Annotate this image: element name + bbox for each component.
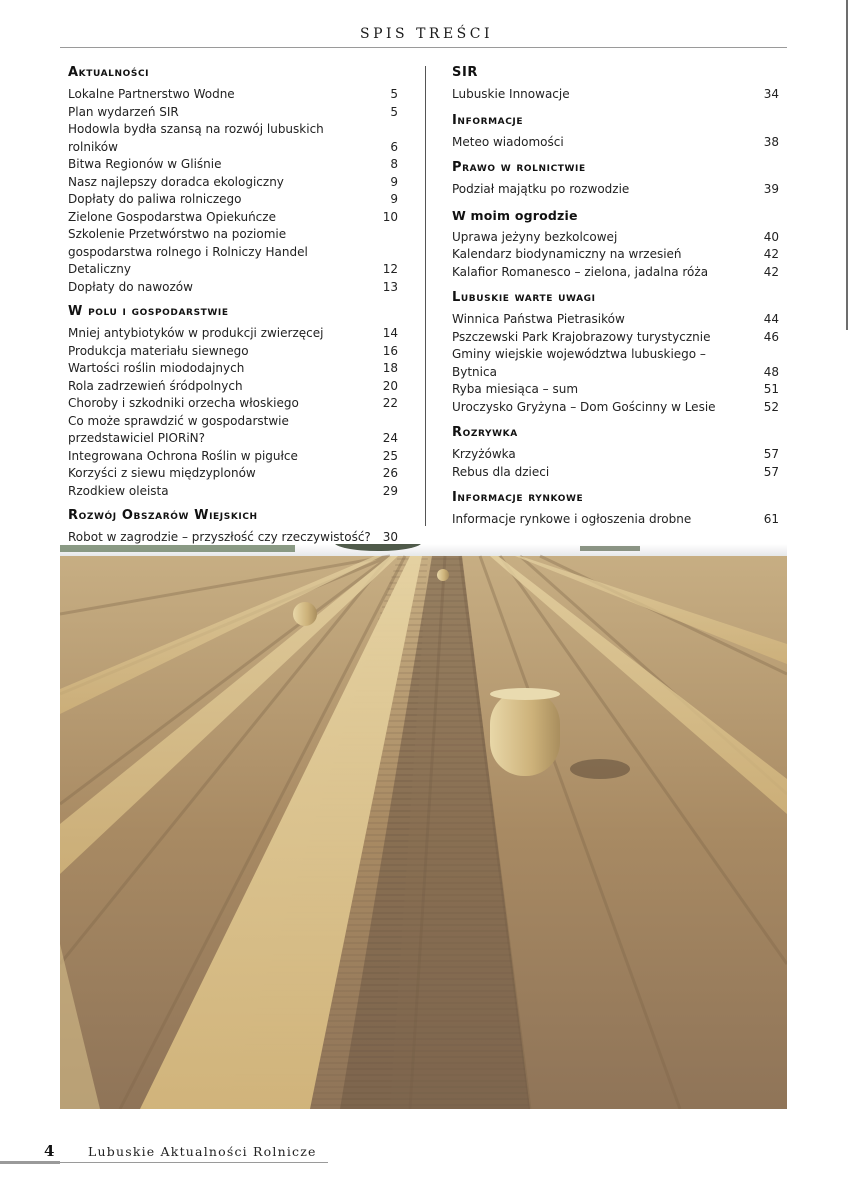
section-title: Lubuskie warte uwagi	[452, 290, 596, 305]
toc-entry-title: Lubuskie Innowacje	[452, 87, 570, 101]
toc-right-column	[452, 66, 779, 529]
toc-entry-title: Rola zadrzewień śródpolnych	[68, 378, 243, 393]
toc-entry-title: Rzodkiew oleista	[68, 483, 169, 498]
toc-entry-title: Uroczysko Gryżyna – Dom Gościnny w Lesie	[452, 399, 716, 414]
toc-entry-page: 16	[382, 343, 398, 358]
section-title: SIR	[452, 65, 479, 80]
toc-entry-page: 14	[382, 326, 398, 340]
toc-entry[interactable]	[68, 279, 398, 297]
toc-entry-page: 9	[390, 174, 398, 189]
page-title: SPIS TREŚCI	[360, 26, 494, 42]
toc-entry-page: 20	[382, 378, 398, 393]
section-title: Aktualności	[68, 65, 150, 80]
toc-entry-page: 52	[763, 399, 779, 414]
toc-entry-title: Gminy wiejskie województwa lubuskiego – Bytnica	[452, 347, 706, 379]
toc-entry-page: 18	[382, 361, 398, 375]
toc-entry[interactable]	[68, 191, 398, 209]
toc-entry-title: Nasz najlepszy doradca ekologiczny	[68, 174, 284, 189]
toc-entry-title: Mniej antybiotyków w produkcji zwierzęcej	[68, 326, 324, 340]
toc-entry-title: Rebus dla dzieci	[452, 464, 550, 479]
toc-entry-page: 8	[390, 157, 398, 171]
toc-entry[interactable]	[452, 311, 779, 329]
toc-entry-title: Choroby i szkodniki orzecha włoskiego	[68, 396, 299, 410]
toc-entry-page: 46	[763, 329, 779, 344]
toc-entry-title: Korzyści z siewu międzyplonów	[68, 466, 256, 480]
toc-entry[interactable]	[452, 464, 779, 482]
toc-entry-page: 25	[382, 448, 398, 463]
toc-entry-page: 38	[763, 134, 779, 149]
section-title: W polu i gospodarstwie	[68, 304, 229, 319]
toc-entry[interactable]	[452, 399, 779, 417]
toc-entry[interactable]	[452, 511, 779, 529]
toc-entry[interactable]	[452, 264, 779, 282]
toc-left-column	[68, 66, 398, 564]
toc-entry-page: 48	[763, 364, 779, 379]
toc-entry-page: 42	[763, 247, 779, 261]
toc-entry-page: 12	[382, 262, 398, 276]
toc-entry-title: Ryba miesiąca – sum	[452, 382, 579, 396]
toc-entry[interactable]	[452, 346, 779, 381]
toc-entry-title: Uprawa jeżyny bezkolcowej	[452, 229, 618, 244]
header-divider	[60, 47, 787, 48]
toc-entry-page: 61	[763, 512, 779, 526]
section-title: Rozrywka	[452, 425, 518, 440]
publication-title: Lubuskie Aktualności Rolnicze	[88, 1144, 317, 1159]
toc-entry[interactable]	[68, 465, 398, 483]
toc-entry-page: 39	[763, 182, 779, 196]
toc-entry-page: 5	[390, 87, 398, 101]
toc-entry-page: 42	[763, 264, 779, 279]
section-title: Informacje	[452, 112, 524, 128]
section-title: Prawo w rolnictwie	[452, 160, 586, 175]
toc-entry[interactable]	[452, 329, 779, 347]
toc-entry[interactable]	[452, 181, 779, 199]
column-divider	[425, 66, 426, 526]
toc-entry-page: 6	[390, 139, 398, 154]
toc-entry-page: 29	[382, 483, 398, 498]
toc-entry[interactable]	[452, 229, 779, 247]
toc-entry-page: 34	[763, 87, 779, 101]
toc-entry-page: 22	[382, 396, 398, 410]
toc-entry-title: Dopłaty do nawozów	[68, 279, 193, 294]
section-title: Informacje rynkowe	[452, 490, 584, 505]
page-number: 4	[44, 1142, 55, 1160]
footer-accent	[0, 1161, 60, 1164]
toc-entry-title: Robot w zagrodzie – przyszłość czy rzeczywistość?	[68, 530, 371, 544]
toc-entry-title: Hodowla bydła szansą na rozwój lubuskich rolników	[68, 122, 324, 154]
toc-entry-title: Informacje rynkowe i ogłoszenia drobne	[452, 512, 692, 526]
toc-entry-title: Pszczewski Park Krajobrazowy turystycznie	[452, 329, 711, 344]
toc-entry-page: 26	[382, 466, 398, 480]
toc-entry[interactable]	[68, 343, 398, 361]
toc-entry[interactable]	[68, 395, 398, 413]
toc-entry-title: Bitwa Regionów w Gliśnie	[68, 157, 222, 171]
toc-entry-title: Dopłaty do paliwa rolniczego	[68, 192, 242, 206]
toc-entry-title: Szkolenie Przetwórstwo na poziomie gospodarstwa rolnego i Rolniczy Handel Detaliczny	[68, 227, 308, 276]
toc-entry[interactable]	[68, 156, 398, 174]
toc-entry-title: Winnica Państwa Pietrasików	[452, 312, 625, 326]
toc-entry-title: Krzyżówka	[452, 447, 516, 461]
section-title: Rozwój Obszarów Wiejskich	[68, 508, 258, 523]
toc-entry[interactable]	[68, 226, 398, 279]
toc-entry-page: 51	[763, 382, 779, 396]
toc-entry-title: Co może sprawdzić w gospodarstwie przedstawiciel PIORiN?	[68, 413, 289, 445]
toc-entry-page: 44	[763, 312, 779, 326]
toc-entry-page: 13	[382, 279, 398, 294]
toc-entry-title: Kalendarz biodynamiczny na wrzesień	[452, 247, 682, 261]
toc-entry-page: 24	[382, 431, 398, 445]
toc-entry-title: Wartości roślin miododajnych	[68, 361, 245, 375]
toc-entry[interactable]	[68, 483, 398, 501]
toc-entry-page: 10	[382, 209, 398, 224]
field-photo	[60, 544, 787, 1109]
toc-entry[interactable]	[452, 381, 779, 399]
toc-entry[interactable]	[452, 134, 779, 152]
toc-entry-title: Meteo wiadomości	[452, 134, 564, 149]
toc-entry-title: Plan wydarzeń SIR	[68, 104, 179, 119]
toc-entry[interactable]	[452, 446, 779, 464]
toc-entry[interactable]	[68, 174, 398, 192]
toc-entry-page: 40	[763, 229, 779, 244]
section-title: W moim ogrodzie	[452, 207, 578, 223]
toc-entry-title: Kalafior Romanesco – zielona, jadalna róża	[452, 264, 709, 279]
toc-entry[interactable]	[68, 448, 398, 466]
toc-entry[interactable]	[68, 378, 398, 396]
toc-entry[interactable]	[68, 209, 398, 227]
toc-entry-title: Integrowana Ochrona Roślin w pigułce	[68, 448, 298, 463]
footer-divider	[60, 1162, 328, 1163]
toc-entry[interactable]	[68, 360, 398, 378]
toc-entry[interactable]	[452, 246, 779, 264]
toc-entry-page: 5	[390, 104, 398, 119]
toc-entry[interactable]	[68, 413, 398, 448]
toc-entry-title: Zielone Gospodarstwa Opiekuńcze	[68, 209, 276, 224]
toc-entry[interactable]	[68, 121, 398, 156]
toc-entry[interactable]	[68, 104, 398, 122]
toc-entry[interactable]	[452, 86, 779, 104]
toc-entry-title: Produkcja materiału siewnego	[68, 343, 249, 358]
toc-entry-title: Lokalne Partnerstwo Wodne	[68, 87, 235, 101]
toc-entry-page: 57	[763, 447, 779, 461]
toc-entry-page: 57	[763, 464, 779, 479]
toc-entry-page: 9	[390, 192, 398, 206]
toc-entry-title: Podział majątku po rozwodzie	[452, 182, 630, 196]
toc-entry[interactable]	[68, 325, 398, 343]
toc-entry-page: 30	[382, 530, 398, 544]
toc-entry[interactable]	[68, 86, 398, 104]
